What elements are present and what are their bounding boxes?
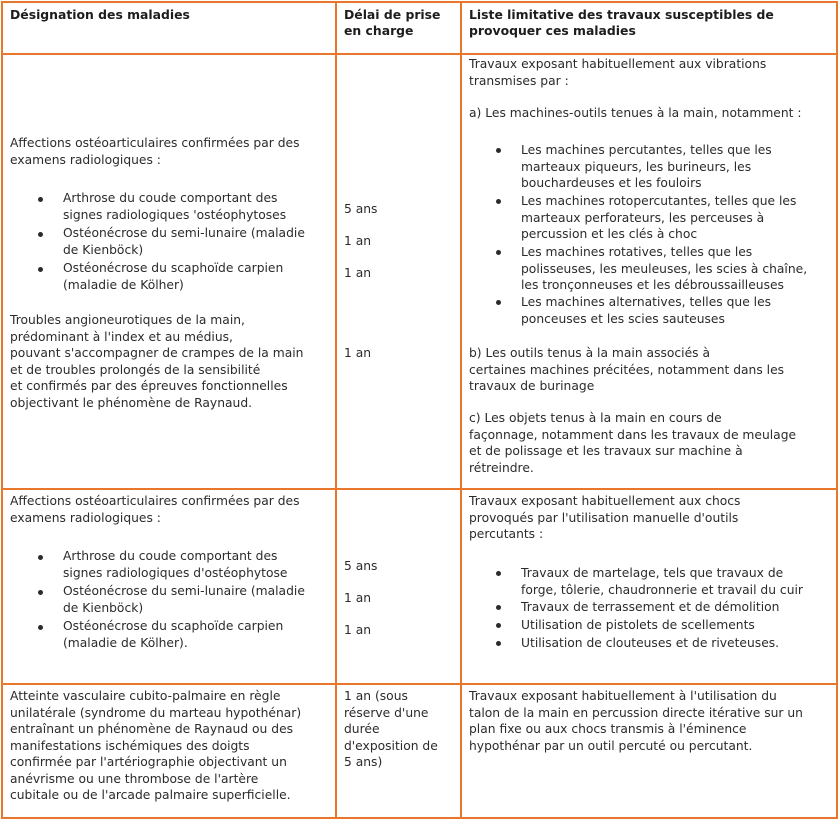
row2-delai-1: 5 ans	[344, 559, 378, 573]
list-item-text: (maladie de Kölher).	[63, 635, 188, 650]
paragraph-line: et de polissage et les travaux sur machine à	[469, 444, 743, 458]
row1-intro-line1: Affections ostéoarticulaires confirmées par des	[10, 136, 300, 150]
bullet-dot	[38, 555, 43, 560]
paragraph-line: pouvant s'accompagner de crampes de la main	[10, 346, 304, 360]
list-item-text: polisseuses, les meuleuses, les scies à chaîne,	[521, 261, 808, 276]
list-item-text: forge, tôlerie, chaudronnerie et travail du cuir	[521, 582, 803, 597]
bullet-dot	[496, 199, 501, 204]
row3-delai	[344, 688, 438, 771]
list-item-text: Ostéonécrose du semi-lunaire (maladie	[63, 226, 305, 240]
bullet-dot	[38, 197, 43, 202]
paragraph-line: Travaux exposant habituellement aux chocs	[469, 494, 741, 508]
paragraph-line: durée	[344, 722, 380, 736]
paragraph-line: Atteinte vasculaire cubito-palmaire en règle	[10, 689, 281, 703]
paragraph-line: rétreindre.	[469, 460, 534, 475]
header-delai	[344, 7, 440, 40]
table-border-col3	[460, 1, 462, 819]
paragraph-line: talon de la main en percussion directe itérative sur un	[469, 705, 803, 720]
row1-intro-line2: examens radiologiques :	[10, 152, 161, 167]
table-border-row1	[1, 488, 838, 490]
row1-travaux-c	[469, 410, 796, 476]
list-item-text: de Kienböck)	[63, 600, 144, 615]
header-designation	[10, 7, 190, 23]
table-border-bottom	[1, 817, 838, 819]
row2-delai-2: 1 an	[344, 591, 372, 605]
bullet-dot	[496, 571, 501, 576]
paragraph-line: unilatérale (syndrome du marteau hypothénar)	[10, 705, 302, 720]
paragraph-line: façonnage, notamment dans les travaux de meulage	[469, 427, 797, 442]
bullet-dot	[496, 623, 501, 628]
list-item-text: les tronçonneuses et les débroussailleuses	[521, 278, 784, 292]
list-item-text: Arthrose du coude comportant des	[63, 191, 278, 205]
paragraph-line: et de troubles prolongés de la sensibilité	[10, 362, 261, 377]
header-delai-line1: Délai de prise	[344, 7, 441, 22]
list-item-text: signes radiologiques 'ostéophytoses	[63, 207, 287, 222]
row1-designation	[10, 135, 330, 168]
paragraph-line: 1 an (sous	[344, 689, 408, 703]
list-item-text: (maladie de Kölher)	[63, 277, 184, 292]
paragraph-line: examens radiologiques :	[10, 510, 161, 525]
list-item-text: Ostéonécrose du scaphoïde carpien	[63, 261, 284, 275]
row3-travaux	[469, 688, 803, 754]
header-travaux-line2: provoquer ces maladies	[469, 23, 636, 39]
list-item-text: Arthrose du coude comportant des	[63, 549, 278, 563]
table-border-col2	[335, 1, 337, 819]
paragraph-line: et confirmés par des épreuves fonctionnelles	[10, 379, 288, 393]
list-item-text: Les machines rotopercutantes, telles que les	[521, 194, 797, 208]
list-item-text: Ostéonécrose du scaphoïde carpien	[63, 619, 284, 633]
list-item-text: Ostéonécrose du semi-lunaire (maladie	[63, 584, 305, 598]
bullet-dot	[38, 267, 43, 272]
header-travaux	[469, 7, 774, 40]
header-designation-text: Désignation des maladies	[10, 7, 190, 22]
table-border-left	[1, 1, 3, 819]
paragraph-line: provoqués par l'utilisation manuelle d'outils	[469, 510, 739, 525]
paragraph-line: Affections ostéoarticulaires confirmées par des	[10, 494, 300, 508]
row1-delai-1: 5 ans	[344, 202, 378, 216]
row3-designation	[10, 688, 301, 804]
paragraph-line: 5 ans)	[344, 755, 383, 769]
list-item-text: marteaux perforateurs, les perceuses à	[521, 210, 765, 225]
paragraph-line: certaines machines précitées, notamment dans les	[469, 362, 785, 377]
bullet-dot	[38, 625, 43, 630]
row1-delai-3: 1 an	[344, 266, 372, 280]
bullet-dot	[496, 641, 501, 646]
paragraph-line: percutants :	[469, 527, 544, 541]
paragraph-line: travaux de burinage	[469, 379, 595, 393]
paragraph-line: manifestations ischémiques des doigts	[10, 738, 250, 753]
paragraph-line: Troubles angioneurotiques de la main,	[10, 313, 245, 327]
table-border-header	[1, 53, 838, 55]
row1-travaux-intro	[469, 56, 766, 89]
paragraph-line: plan fixe ou aux chocs transmis à l'éminence	[469, 722, 747, 736]
paragraph-line: Travaux exposant habituellement aux vibrations	[469, 57, 767, 71]
paragraph-line: hypothénar par un outil percuté ou percutant.	[469, 738, 753, 753]
bullet-dot	[496, 250, 501, 255]
paragraph-line: transmises par :	[469, 73, 569, 88]
row2-delai-3: 1 an	[344, 623, 372, 637]
list-item-text: percussion et les clés à choc	[521, 227, 698, 241]
list-item-text: signes radiologiques d'ostéophytose	[63, 565, 288, 580]
paragraph-line: b) Les outils tenus à la main associés à	[469, 346, 711, 360]
table-border-row2	[1, 683, 838, 685]
row1-travaux-a: a) Les machines-outils tenues à la main, notamment :	[469, 106, 802, 120]
list-item-text: de Kienböck)	[63, 242, 144, 257]
row1-travaux-b	[469, 345, 784, 395]
row2-travaux-intro	[469, 493, 740, 543]
row2-designation	[10, 493, 300, 526]
list-item-text: Utilisation de pistolets de scellements	[521, 618, 755, 632]
bullet-dot	[496, 148, 501, 153]
table-border-right	[836, 1, 838, 819]
list-item-text: Les machines rotatives, telles que les	[521, 245, 753, 259]
list-item-text: Travaux de terrassement et de démolition	[521, 600, 780, 614]
paragraph-line: anévrisme ou une thrombose de l'artère	[10, 771, 259, 786]
list-item-text: ponceuses et les scies sauteuses	[521, 311, 725, 326]
row1-raynaud-paragraph	[10, 312, 330, 411]
list-item-text: marteaux piqueurs, les burineurs, les	[521, 159, 752, 174]
bullet-dot	[38, 590, 43, 595]
row1-delai-2: 1 an	[344, 234, 372, 248]
bullet-dot	[496, 605, 501, 610]
paragraph-line: d'exposition de	[344, 738, 438, 753]
row1-delai-4: 1 an	[344, 346, 372, 360]
header-travaux-line1: Liste limitative des travaux susceptibles de	[469, 7, 774, 22]
list-item-text: bouchardeuses et les fouloirs	[521, 176, 702, 190]
paragraph-line: Travaux exposant habituellement à l'utilisation du	[469, 689, 777, 703]
bullet-dot	[38, 232, 43, 237]
list-item-text: Les machines alternatives, telles que les	[521, 295, 772, 309]
paragraph-line: objectivant le phénomène de Raynaud.	[10, 395, 253, 410]
header-delai-line2: en charge	[344, 23, 414, 39]
paragraph-line: cubitale ou de l'arcade palmaire superficielle.	[10, 788, 291, 802]
paragraph-line: réserve d'une	[344, 705, 429, 720]
paragraph-line: entraînant un phénomène de Raynaud ou des	[10, 722, 294, 736]
paragraph-line: c) Les objets tenus à la main en cours de	[469, 411, 722, 425]
list-item-text: Travaux de martelage, tels que travaux de	[521, 566, 784, 580]
list-item-text: Utilisation de clouteuses et de riveteuses.	[521, 636, 780, 650]
paragraph-line: confirmée par l'artériographie objectivant un	[10, 755, 287, 769]
bullet-dot	[496, 300, 501, 305]
paragraph-line: prédominant à l'index et au médius,	[10, 329, 233, 344]
list-item-text: Les machines percutantes, telles que les	[521, 143, 772, 157]
table-border-top	[1, 1, 838, 3]
